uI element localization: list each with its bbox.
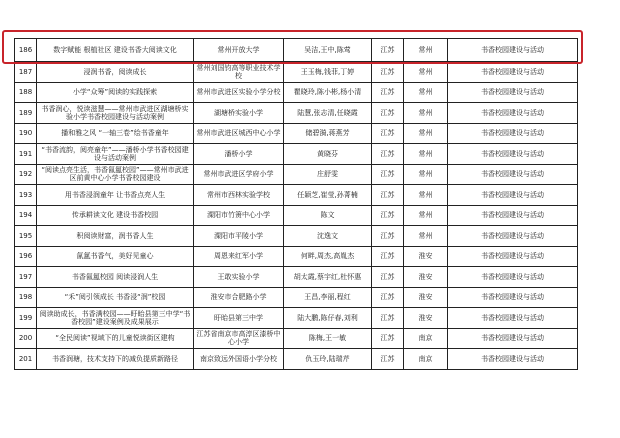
province-cell: 江苏 [372,39,404,62]
category-cell: 书香校园建设与活动 [448,144,578,165]
project-title-cell: 数字赋能 根植社区 建设书香大阅读文化 [37,39,194,62]
project-title-cell: 氤氲书香气，美好见童心 [37,246,194,267]
authors-cell: 胡太霞,蔡宇红,杜怀惠 [284,267,372,288]
city-cell: 常州 [404,226,448,247]
row-number-cell: 191 [15,144,37,165]
category-cell: 书香校园建设与活动 [448,226,578,247]
unit-cell: 常州市武进区实验小学分校 [194,82,284,103]
province-cell: 江苏 [372,205,404,226]
project-title-cell: 小学“众筹”阅读的实践探索 [37,82,194,103]
table-row [15,246,578,267]
row-number-cell: 199 [15,308,37,329]
project-title-cell: “全民阅读”视域下的儿童悦读街区建构 [37,328,194,349]
category-cell: 书香校园建设与活动 [448,205,578,226]
project-title-cell: 浸润书香，阅读成长 [37,62,194,83]
province-cell: 江苏 [372,349,404,370]
table-row [15,103,578,124]
unit-cell: 常州市武进区学府小学 [194,164,284,185]
city-cell: 常州 [404,82,448,103]
row-number-cell: 188 [15,82,37,103]
project-title-cell: 播和雅之风 “一轴三卷”绘书香童年 [37,123,194,144]
row-number-cell: 190 [15,123,37,144]
unit-cell: 周恩来红军小学 [194,246,284,267]
project-title-cell: “阅读点亮生活，书香氤氲校园”——常州市武进区前黄中心小学书香校园建设 [37,164,194,185]
unit-cell: 溧阳市平陵小学 [194,226,284,247]
authors-cell: 庄舒雯 [284,164,372,185]
unit-cell: 常州市武进区城西中心小学 [194,123,284,144]
authors-cell: 王昌,李丽,程红 [284,287,372,308]
province-cell: 江苏 [372,226,404,247]
province-cell: 江苏 [372,144,404,165]
table-row [15,62,578,83]
unit-cell: 潘桥小学 [194,144,284,165]
city-cell: 常州 [404,39,448,62]
city-cell: 淮安 [404,246,448,267]
unit-cell: 湖塘桥实验小学 [194,103,284,124]
authors-cell: 任颖芝,崔莹,孙菁楠 [284,185,372,206]
table-row [15,328,578,349]
city-cell: 淮安 [404,287,448,308]
project-title-cell: 积阅读财富，润书香人生 [37,226,194,247]
unit-cell: 南京致远外国语小学分校 [194,349,284,370]
table-row [15,226,578,247]
city-cell: 常州 [404,144,448,165]
row-number-cell: 198 [15,287,37,308]
project-title-cell: 书香润瑭，技术支持下的减负提质新路径 [37,349,194,370]
authors-cell: 吴洁,王中,陈莺 [284,39,372,62]
project-title-cell: 书香氤氲校园 阅读浸润人生 [37,267,194,288]
table-row [15,164,578,185]
project-title-cell: “禾”阅引领成长 书香浸“润”校园 [37,287,194,308]
city-cell: 常州 [404,103,448,124]
table-row [15,267,578,288]
province-cell: 江苏 [372,82,404,103]
authors-cell: 何畔,周杰,高胤杰 [284,246,372,267]
unit-cell: 江苏省南京市高淳区漆桥中心小学 [194,328,284,349]
authors-cell: 陆大鹏,陈仔春,刘利 [284,308,372,329]
authors-cell: 王玉梅,钱菲,丁婷 [284,62,372,83]
category-cell: 书香校园建设与活动 [448,164,578,185]
table-row [15,123,578,144]
category-cell: 书香校园建设与活动 [448,328,578,349]
category-cell: 书香校园建设与活动 [448,62,578,83]
city-cell: 南京 [404,328,448,349]
city-cell: 常州 [404,205,448,226]
unit-cell: 常州刘国钧高等职业技术学校 [194,62,284,83]
table-row [15,349,578,370]
table-row [15,82,578,103]
project-title-cell: 阅读助成长，书香满校园——盱眙县第三中学“书香校园”建设案例及成果展示 [37,308,194,329]
unit-cell: 溧阳市竹箦中心小学 [194,205,284,226]
category-cell: 书香校园建设与活动 [448,123,578,144]
authors-cell: 沈逸文 [284,226,372,247]
table-row [15,144,578,165]
city-cell: 常州 [404,164,448,185]
row-number-cell: 200 [15,328,37,349]
row-number-cell: 195 [15,226,37,247]
table-row [15,185,578,206]
row-number-cell: 189 [15,103,37,124]
authors-cell: 陈梅,王一敏 [284,328,372,349]
authors-cell: 储碧漪,蒋燕芳 [284,123,372,144]
province-cell: 江苏 [372,103,404,124]
city-cell: 淮安 [404,308,448,329]
province-cell: 江苏 [372,267,404,288]
table-row [15,39,578,62]
unit-cell: 常州市西林实验学校 [194,185,284,206]
authors-cell: 陆慧,张志清,任晓霞 [284,103,372,124]
project-title-cell: 书香润心，悦读滋慧——常州市武进区湖塘桥实验小学书香校园建设与活动案例 [37,103,194,124]
province-cell: 江苏 [372,185,404,206]
category-cell: 书香校园建设与活动 [448,287,578,308]
row-number-cell: 187 [15,62,37,83]
table-row [15,308,578,329]
unit-cell: 王敢实验小学 [194,267,284,288]
unit-cell: 淮安市合肥路小学 [194,287,284,308]
authors-cell: 仇玉玲,陆瑞芹 [284,349,372,370]
row-number-cell: 194 [15,205,37,226]
award-list-table [14,38,578,370]
category-cell: 书香校园建设与活动 [448,246,578,267]
unit-cell: 盱眙县第三中学 [194,308,284,329]
row-number-cell: 196 [15,246,37,267]
table-row [15,205,578,226]
category-cell: 书香校园建设与活动 [448,308,578,329]
category-cell: 书香校园建设与活动 [448,82,578,103]
project-title-cell: “书香流韵，阅亮童年”——潘桥小学书香校园建设与活动案例 [37,144,194,165]
authors-cell: 黄晓芬 [284,144,372,165]
row-number-cell: 193 [15,185,37,206]
table-body [15,39,578,370]
city-cell: 常州 [404,185,448,206]
province-cell: 江苏 [372,308,404,329]
province-cell: 江苏 [372,164,404,185]
category-cell: 书香校园建设与活动 [448,349,578,370]
city-cell: 常州 [404,123,448,144]
city-cell: 常州 [404,62,448,83]
province-cell: 江苏 [372,62,404,83]
authors-cell: 陈文 [284,205,372,226]
category-cell: 书香校园建设与活动 [448,185,578,206]
category-cell: 书香校园建设与活动 [448,103,578,124]
city-cell: 南京 [404,349,448,370]
province-cell: 江苏 [372,246,404,267]
province-cell: 江苏 [372,287,404,308]
row-number-cell: 186 [15,39,37,62]
project-title-cell: 用书香浸润童年 让书香点亮人生 [37,185,194,206]
province-cell: 江苏 [372,123,404,144]
category-cell: 书香校园建设与活动 [448,267,578,288]
row-number-cell: 197 [15,267,37,288]
unit-cell: 常州开放大学 [194,39,284,62]
project-title-cell: 传承耕读文化 建设书香校园 [37,205,194,226]
city-cell: 淮安 [404,267,448,288]
row-number-cell: 201 [15,349,37,370]
row-number-cell: 192 [15,164,37,185]
table-row [15,287,578,308]
category-cell: 书香校园建设与活动 [448,39,578,62]
province-cell: 江苏 [372,328,404,349]
authors-cell: 瞿晓玲,陈小彬,杨小清 [284,82,372,103]
